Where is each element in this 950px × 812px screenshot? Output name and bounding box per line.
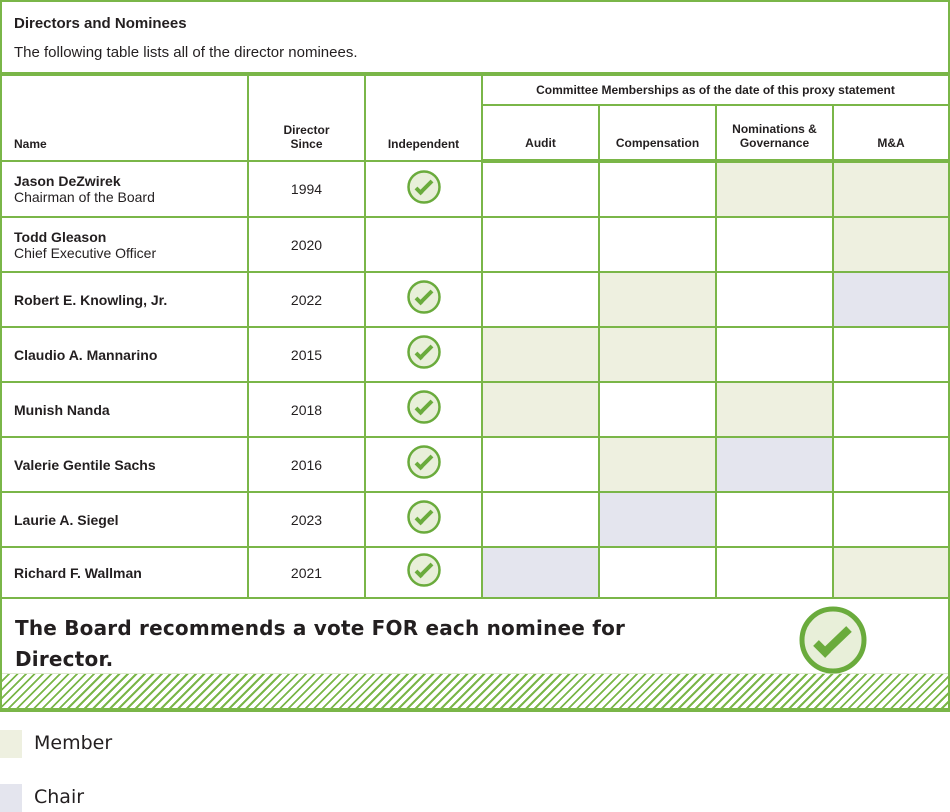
committee-nominations-cell xyxy=(716,327,833,382)
committee-ma-cell xyxy=(833,327,948,382)
director-name-cell xyxy=(2,217,248,272)
table-row xyxy=(2,382,948,437)
committee-compensation-cell xyxy=(599,161,716,217)
committee-ma-cell xyxy=(833,161,948,217)
director-name: Munish Nanda xyxy=(14,401,110,418)
check-circle-icon xyxy=(406,169,442,210)
committee-compensation-cell xyxy=(599,217,716,272)
committee-nominations-cell xyxy=(716,547,833,598)
committee-ma-cell xyxy=(833,272,948,327)
committee-ma-cell xyxy=(833,437,948,492)
director-since: 2018 xyxy=(248,382,365,437)
committee-compensation-cell xyxy=(599,492,716,547)
col-header-compensation: Compensation xyxy=(599,105,716,161)
director-role: Chief Executive Officer xyxy=(14,244,157,261)
table-subtitle: The following table lists all of the director nominees. xyxy=(14,44,358,61)
director-name: Richard F. Wallman xyxy=(14,564,142,581)
committee-compensation-cell xyxy=(599,437,716,492)
member-swatch xyxy=(0,730,22,758)
independent-cell xyxy=(365,217,482,272)
director-name-cell xyxy=(2,161,248,217)
table-row xyxy=(2,327,948,382)
director-since: 2023 xyxy=(248,492,365,547)
director-since: 2022 xyxy=(248,272,365,327)
title-box xyxy=(2,2,948,74)
committee-ma-cell xyxy=(833,217,948,272)
committee-audit-cell xyxy=(482,327,599,382)
directors-table xyxy=(2,74,948,599)
table-row xyxy=(2,547,948,598)
director-name: Todd Gleason xyxy=(14,228,107,245)
legend-member-label: Member xyxy=(34,732,113,754)
independent-cell xyxy=(365,437,482,492)
director-name-cell xyxy=(2,437,248,492)
committee-audit-cell xyxy=(482,492,599,547)
director-name-cell xyxy=(2,547,248,598)
col-header-name: Name xyxy=(2,75,248,161)
independent-cell xyxy=(365,161,482,217)
director-name: Valerie Gentile Sachs xyxy=(14,456,156,473)
director-name-cell xyxy=(2,327,248,382)
independent-cell xyxy=(365,272,482,327)
committee-audit-cell xyxy=(482,547,599,598)
recommendation-text: The Board recommends a vote FOR each nominee for Director. xyxy=(15,616,626,671)
check-circle-icon xyxy=(406,552,442,593)
committee-compensation-cell xyxy=(599,382,716,437)
committee-nominations-cell xyxy=(716,492,833,547)
col-header-independent: Independent xyxy=(365,75,482,161)
col-header-audit: Audit xyxy=(482,105,599,161)
table-row xyxy=(2,272,948,327)
col-header-nominations xyxy=(716,105,833,161)
committee-audit-cell xyxy=(482,272,599,327)
committee-audit-cell xyxy=(482,217,599,272)
table-row xyxy=(2,437,948,492)
committee-compensation-cell xyxy=(599,272,716,327)
table-row xyxy=(2,217,948,272)
col-header-director-since xyxy=(248,75,365,161)
committee-nominations-cell xyxy=(716,272,833,327)
check-circle-icon xyxy=(406,499,442,540)
committee-nominations-cell xyxy=(716,437,833,492)
independent-cell xyxy=(365,327,482,382)
director-name-cell xyxy=(2,492,248,547)
table-title: Directors and Nominees xyxy=(14,15,187,32)
director-since: 1994 xyxy=(248,161,365,217)
table-row xyxy=(2,492,948,547)
col-header-committee-group: Committee Memberships as of the date of this proxy statement xyxy=(482,75,948,105)
director-since: 2015 xyxy=(248,327,365,382)
director-name: Claudio A. Mannarino xyxy=(14,346,158,363)
director-name-cell xyxy=(2,382,248,437)
check-circle-icon xyxy=(406,279,442,320)
col-header-ma: M&A xyxy=(833,105,948,161)
check-circle-icon xyxy=(406,334,442,375)
director-name: Robert E. Knowling, Jr. xyxy=(14,291,168,308)
check-circle-icon xyxy=(406,444,442,485)
check-circle-icon xyxy=(798,605,868,680)
independent-cell xyxy=(365,382,482,437)
committee-audit-cell xyxy=(482,161,599,217)
col-header-nominations-label: Nominations & Governance xyxy=(732,122,817,150)
table-row xyxy=(2,161,948,217)
committee-nominations-cell xyxy=(716,217,833,272)
independent-cell xyxy=(365,492,482,547)
legend-chair-label: Chair xyxy=(34,786,85,808)
director-since: 2020 xyxy=(248,217,365,272)
director-name-cell xyxy=(2,272,248,327)
committee-audit-cell xyxy=(482,382,599,437)
independent-cell xyxy=(365,547,482,598)
director-since: 2021 xyxy=(248,547,365,598)
committee-compensation-cell xyxy=(599,547,716,598)
committee-ma-cell xyxy=(833,382,948,437)
col-header-director-since-label: Director Since xyxy=(283,123,330,151)
committee-nominations-cell xyxy=(716,161,833,217)
committee-ma-cell xyxy=(833,547,948,598)
committee-nominations-cell xyxy=(716,382,833,437)
director-role: Chairman of the Board xyxy=(14,189,155,205)
recommendation-box xyxy=(2,599,948,673)
committee-audit-cell xyxy=(482,437,599,492)
director-since: 2016 xyxy=(248,437,365,492)
director-name: Laurie A. Siegel xyxy=(14,511,119,528)
committee-compensation-cell xyxy=(599,327,716,382)
chair-swatch xyxy=(0,784,22,812)
committee-ma-cell xyxy=(833,492,948,547)
check-circle-icon xyxy=(406,389,442,430)
director-name: Jason DeZwirek xyxy=(14,173,121,189)
